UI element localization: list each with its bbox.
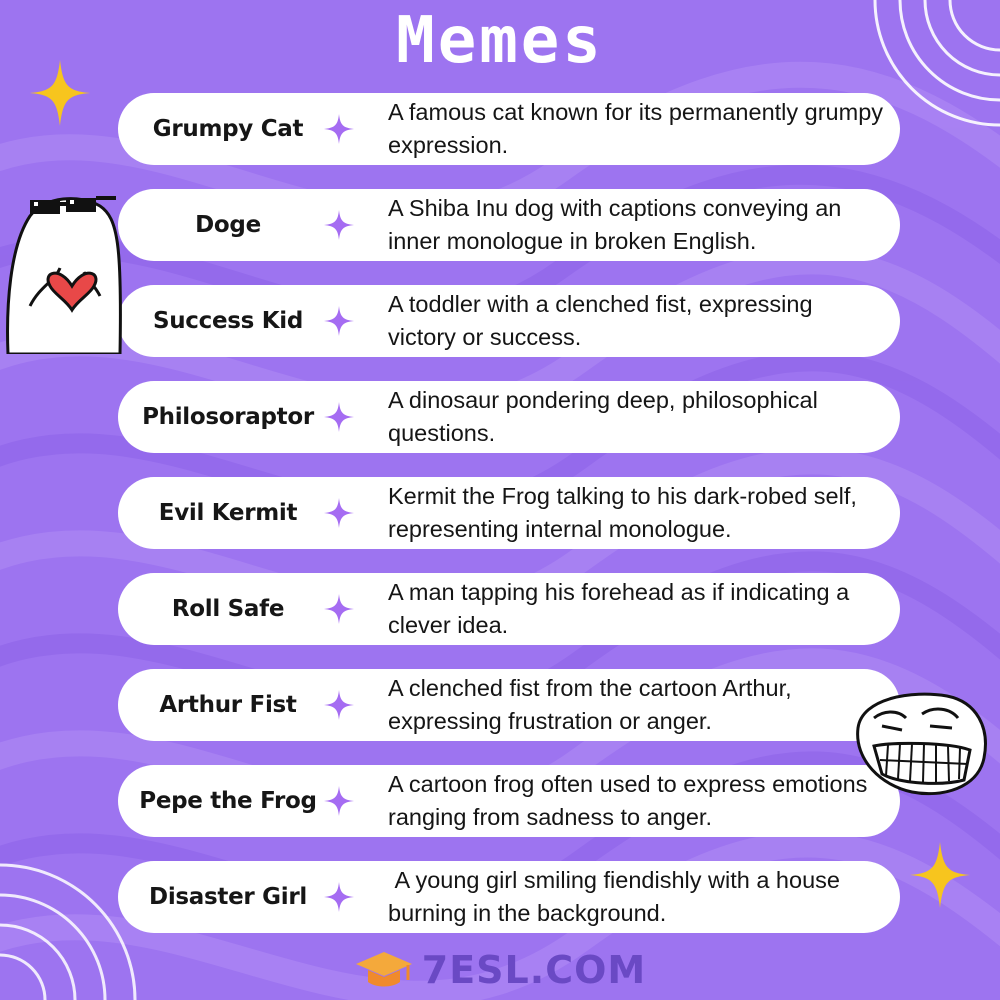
meme-definition: A man tapping his forehead as if indicating a clever idea. [388, 579, 856, 638]
brand-name: 7ESL.COM [421, 948, 647, 992]
meme-term: Grumpy Cat [152, 116, 304, 142]
list-item [118, 669, 900, 741]
meme-term: Philosoraptor [142, 404, 314, 430]
meme-definition: A dinosaur pondering deep, philosophical questions. [388, 387, 825, 446]
list-item [118, 765, 900, 837]
sparkle-icon [323, 305, 355, 337]
meme-definition: A famous cat known for its permanently grumpy expression. [388, 99, 890, 158]
sparkle-icon [323, 785, 355, 817]
list-item [118, 573, 900, 645]
list-item [118, 381, 900, 453]
meme-term: Evil Kermit [158, 500, 298, 526]
sparkle-icon [323, 593, 355, 625]
list-item [118, 285, 900, 357]
meme-definition: Kermit the Frog talking to his dark-robed self, representing internal monologue. [388, 483, 864, 542]
meme-definition: A toddler with a clenched fist, expressing victory or success. [388, 291, 820, 350]
sparkle-icon [323, 689, 355, 721]
meme-term: Roll Safe [171, 596, 285, 622]
list-item [118, 861, 900, 933]
meme-term: Doge [195, 212, 261, 238]
star-icon [28, 58, 92, 128]
meme-term: Disaster Girl [149, 884, 307, 910]
graduation-cap-icon [354, 950, 414, 990]
star-icon [908, 840, 972, 910]
meme-term: Arthur Fist [159, 692, 297, 718]
list-item [118, 189, 900, 261]
list-item [118, 93, 900, 165]
brand-logo [0, 948, 1000, 992]
meme-definition: A clenched fist from the cartoon Arthur, expressing frustration or anger. [388, 675, 799, 734]
page-title: Memes [396, 4, 604, 78]
sparkle-icon [323, 209, 355, 241]
sunglasses-heart-character-icon [0, 186, 130, 354]
sparkle-icon [323, 113, 355, 145]
meme-definition: A young girl smiling fiendishly with a house burning in the background. [388, 867, 847, 926]
sparkle-icon [323, 497, 355, 529]
trollface-icon [852, 688, 992, 800]
sparkle-icon [323, 881, 355, 913]
meme-definition: A cartoon frog often used to express emotions ranging from sadness to anger. [388, 771, 874, 830]
list-item [118, 477, 900, 549]
meme-term: Success Kid [152, 308, 304, 334]
sparkle-icon [323, 401, 355, 433]
meme-term: Pepe the Frog [139, 788, 317, 814]
meme-definition: A Shiba Inu dog with captions conveying an inner monologue in broken English. [388, 195, 848, 254]
